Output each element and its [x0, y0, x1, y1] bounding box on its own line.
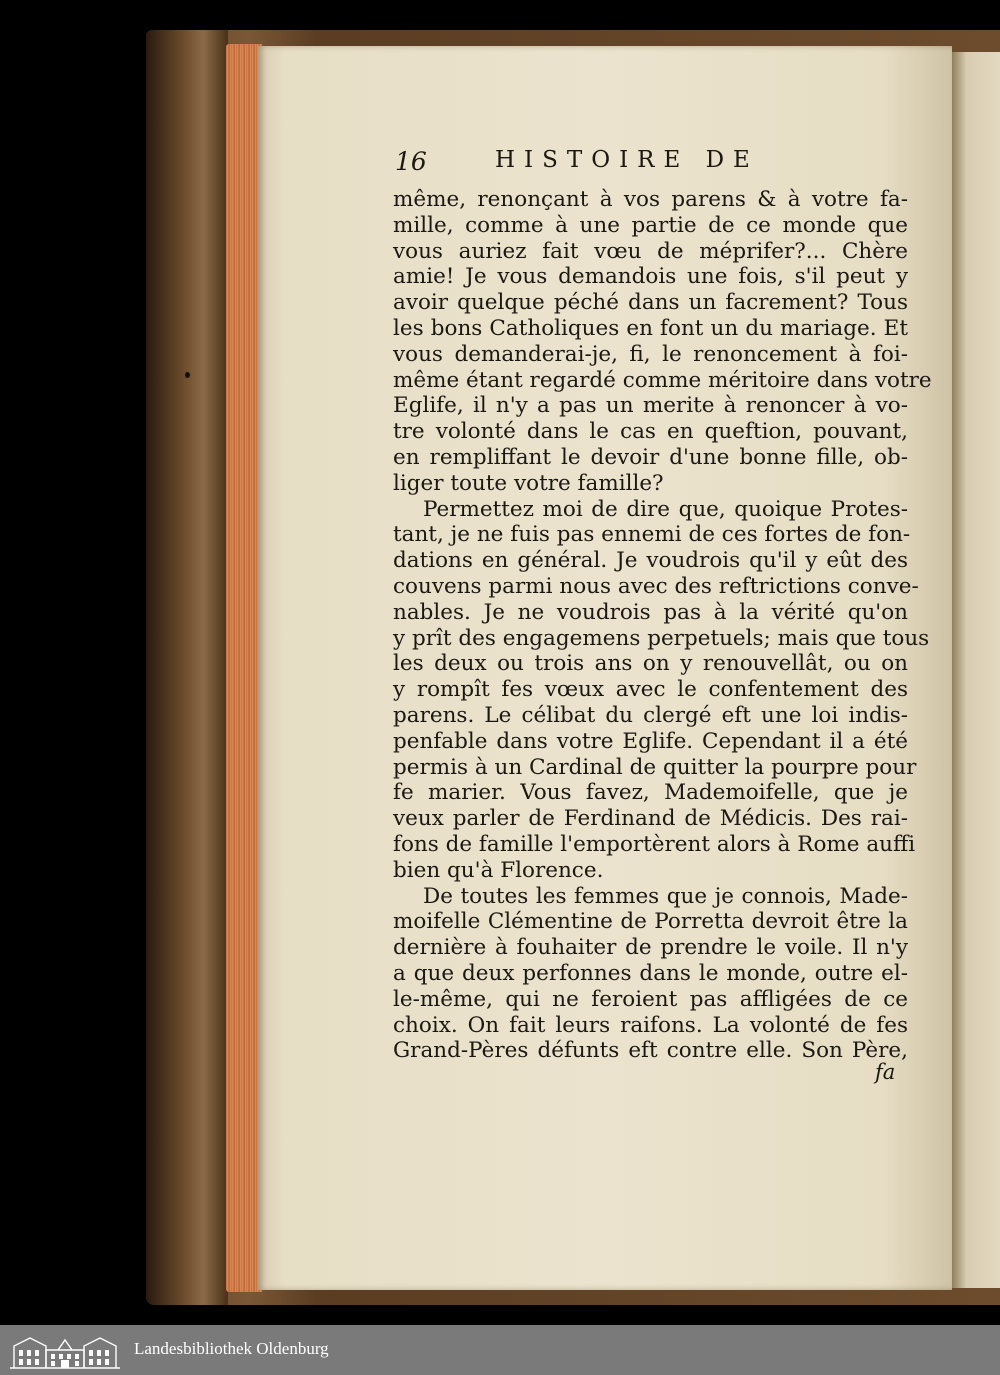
text-line: dernière à fouhaiter de prendre le voile. Il n'y — [393, 935, 908, 961]
text-line: fons de famille l'emportèrent alors à Rome auffi — [393, 831, 916, 857]
text-line: De toutes les femmes que je connois, Made- — [423, 883, 908, 909]
text-line: amie! Je vous demandois une fois, s'il peut y — [393, 264, 908, 290]
text-line: vous demanderai-je, fi, le renoncement à foi- — [393, 341, 908, 367]
text-line: permis à un Cardinal de quitter la pourpre pour — [393, 754, 917, 780]
library-name: Landesbibliothek Oldenburg — [134, 1339, 329, 1358]
text-line: couvens parmi nous avec des reftrictions conve- — [393, 573, 919, 599]
text-line: fe marier. Vous favez, Mademoifelle, que je — [393, 780, 908, 806]
text-line: parens. Le célibat du clergé eft une loi indis- — [393, 702, 908, 728]
text-line: vous auriez fait vœu de méprifer?... Chère — [393, 238, 908, 264]
text-line: Eglife, il n'y a pas un merite à renoncer à vo- — [393, 393, 908, 419]
text-line: avoir quelque péché dans un facrement? Tous — [393, 290, 908, 316]
running-title: HISTOIRE DE — [495, 147, 759, 173]
catchword: fa — [875, 1060, 896, 1084]
text-line: veux parler de Ferdinand de Médicis. Des rai- — [393, 806, 908, 832]
text-line: y rompît fes vœux avec le confentement des — [393, 677, 908, 703]
text-line: choix. On fait leurs raifons. La volonté de fes — [393, 1012, 908, 1038]
text-line: les deux ou trois ans on y renouvellât, ou on — [393, 651, 908, 677]
body-text — [393, 187, 932, 1064]
facing-page-edge — [952, 52, 1000, 1288]
text-line: penfable dans votre Eglife. Cependant il a été — [393, 728, 908, 754]
page-edges — [226, 44, 262, 1292]
text-line: dations en général. Je voudrois qu'il y eût des — [393, 548, 908, 574]
text-line: moifelle Clémentine de Porretta devroit être la — [393, 909, 908, 935]
book-spine — [146, 30, 228, 1305]
library-building-logo-icon — [8, 1330, 122, 1370]
text-line: en rempliffant le devoir d'une bonne fille, ob- — [393, 444, 908, 470]
footer-bar — [0, 1325, 1000, 1375]
text-line: tre volonté dans le cas en queftion, pouvant, — [393, 419, 908, 445]
text-line: les bons Catholiques en font un du mariage. Et — [393, 315, 908, 341]
text-line: même, renonçant à vos parens & à votre fa- — [393, 187, 908, 212]
text-line: Permettez moi de dire que, quoique Protes- — [423, 496, 908, 522]
text-line: liger toute votre famille? — [393, 470, 664, 496]
text-line: le-même, qui ne feroient pas affligées de ce — [393, 986, 908, 1012]
text-line: nables. Je ne voudrois pas à la vérité qu'on — [393, 599, 908, 625]
text-line: tant, je ne fuis pas ennemi de ces fortes de fon- — [393, 522, 911, 548]
cover-mark — [185, 372, 190, 378]
text-line: Grand-Pères défunts eft contre elle. Son Père, — [393, 1038, 908, 1064]
text-line: même étant regardé comme méritoire dans votre — [393, 367, 932, 393]
text-line: mille, comme à une partie de ce monde que — [393, 212, 908, 238]
text-line: y prît des engagemens perpetuels; mais que tous — [393, 625, 930, 651]
text-line: a que deux perfonnes dans le monde, outre el- — [393, 960, 908, 986]
text-line: bien qu'à Florence. — [393, 857, 604, 883]
page-header — [395, 147, 910, 179]
page-number: 16 — [395, 147, 427, 176]
